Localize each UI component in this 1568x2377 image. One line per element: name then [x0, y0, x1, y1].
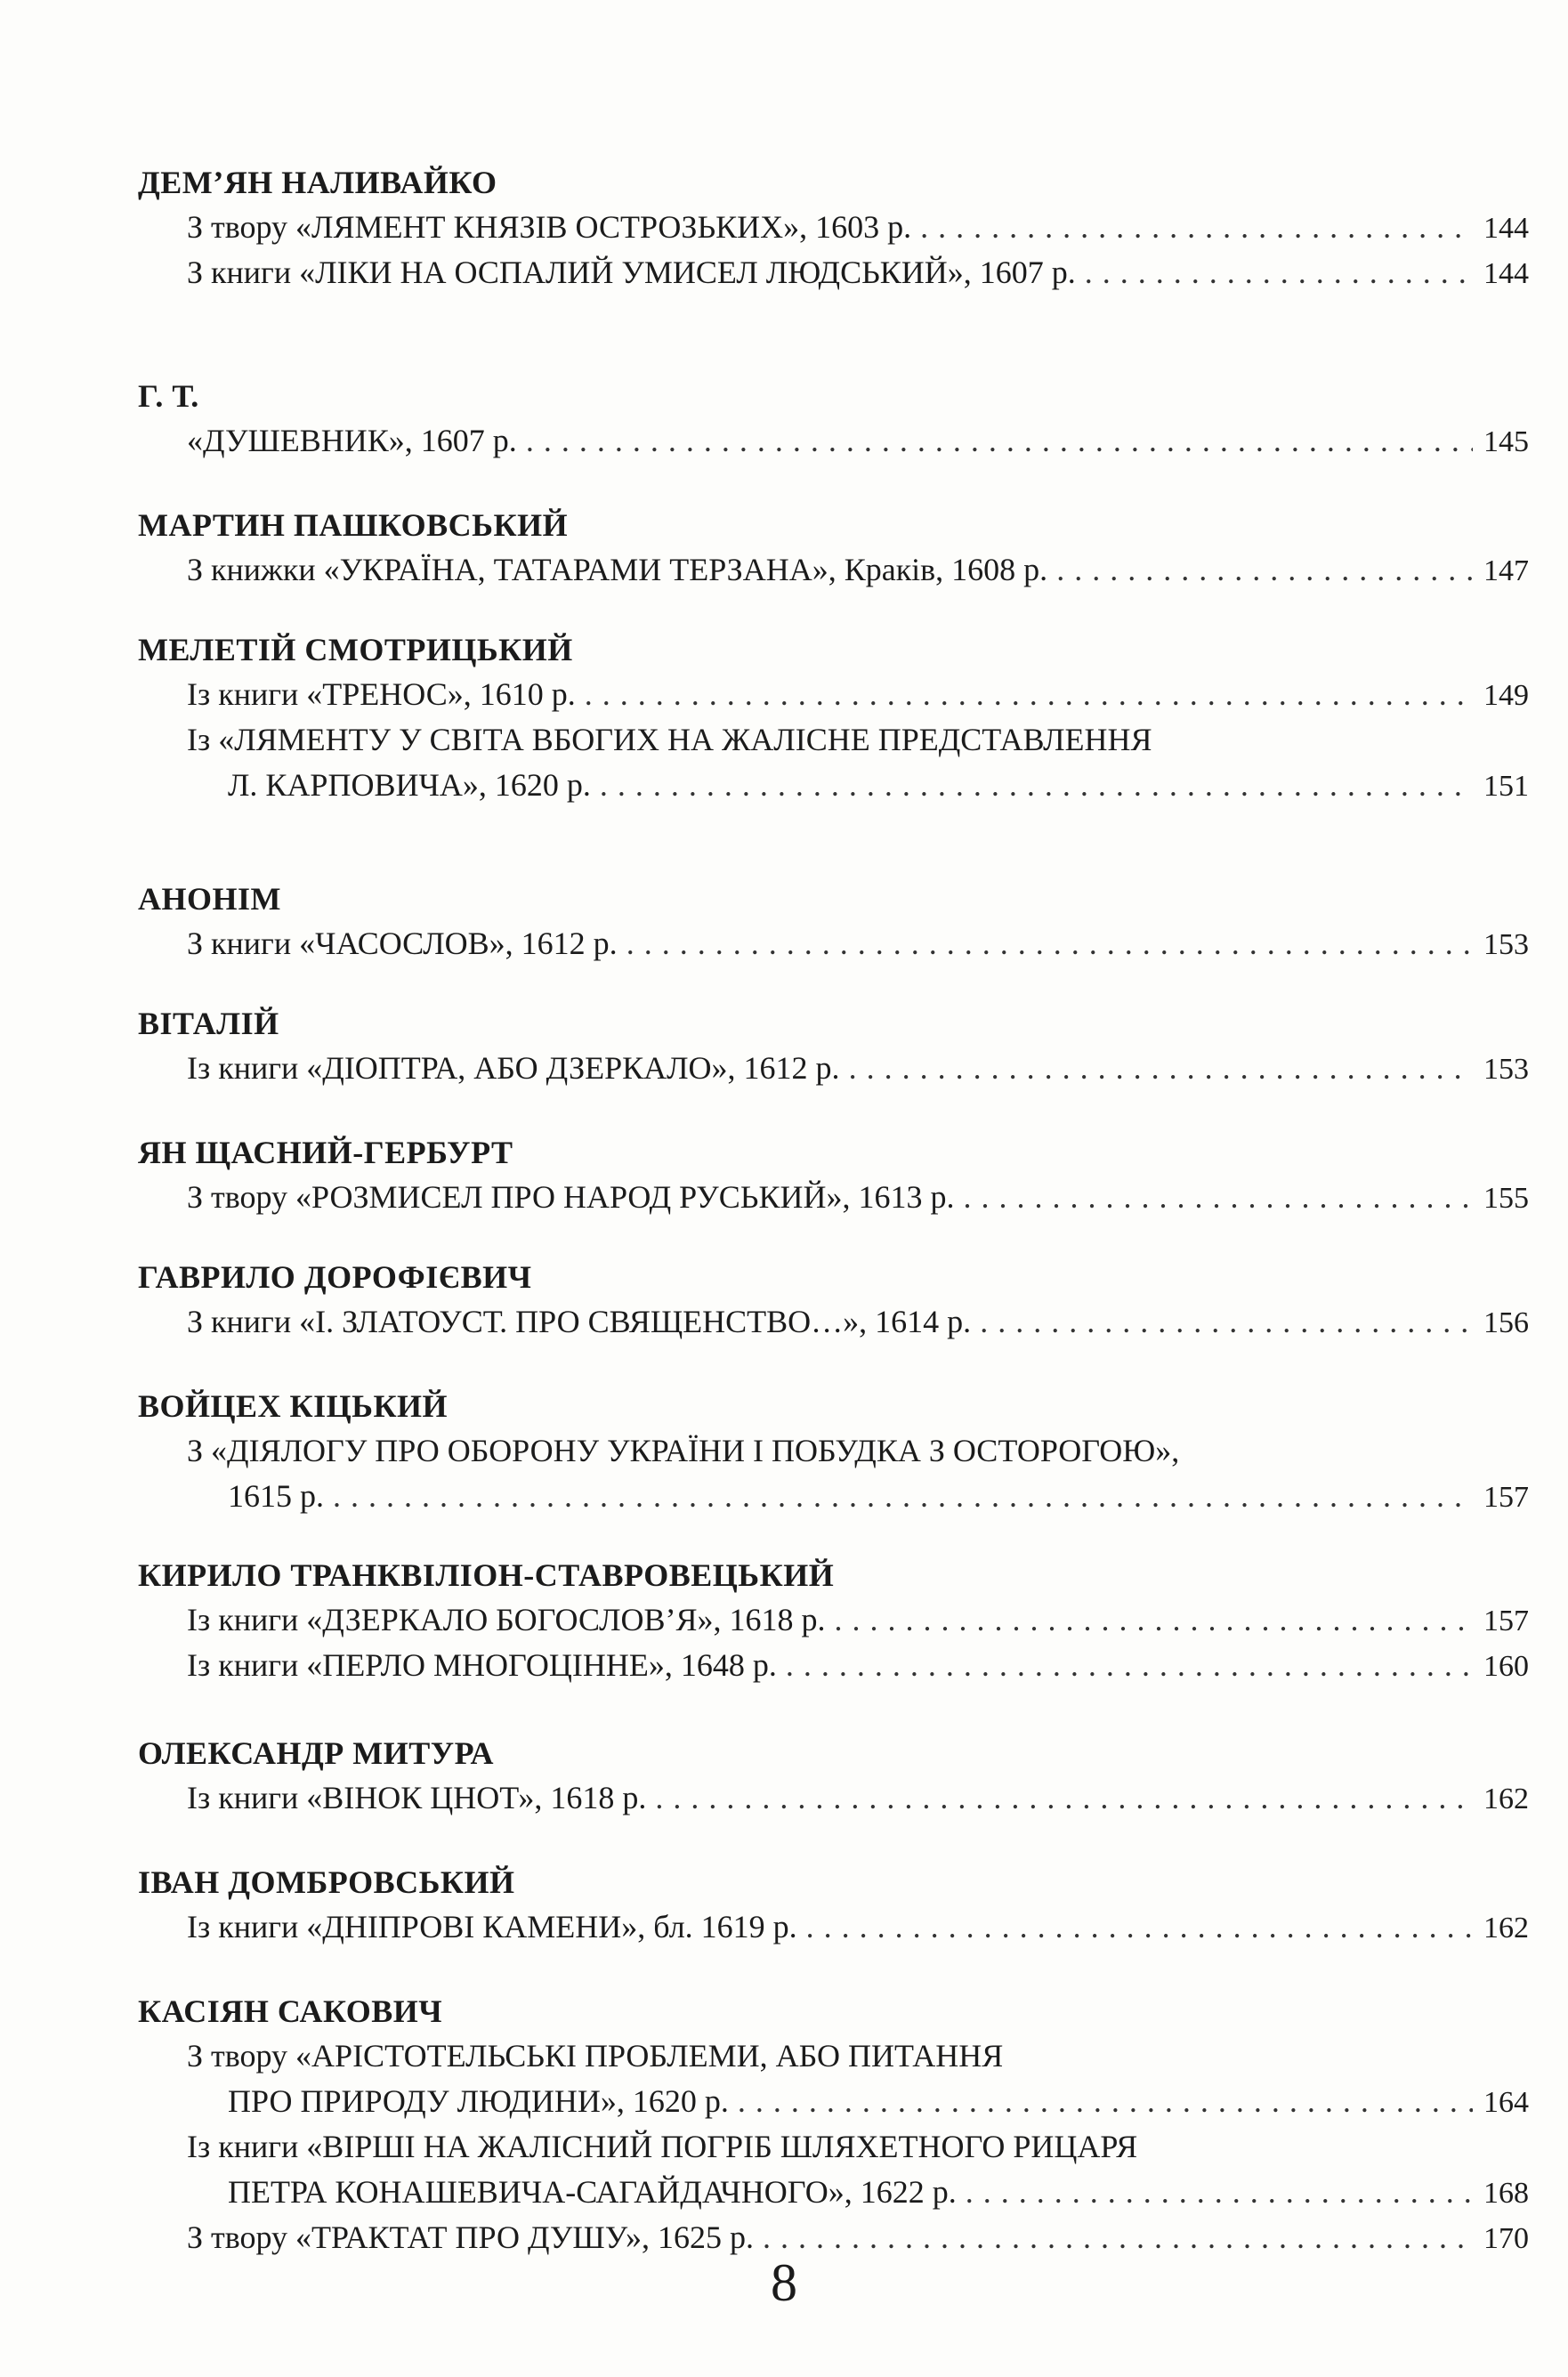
dot-leader	[835, 1597, 1473, 1643]
dot-leader	[920, 205, 1473, 250]
toc-entry	[187, 717, 1529, 808]
entry-line	[187, 1904, 1529, 1950]
entry-line	[187, 2124, 1529, 2170]
toc-entry	[187, 2033, 1529, 2124]
toc-section	[138, 160, 1531, 295]
toc-section	[138, 1731, 1531, 1821]
author-heading: ДЕМ’ЯН НАЛИВАЙКО	[138, 165, 497, 200]
entry-line	[187, 1643, 1529, 1688]
author-heading: ВОЙЦЕХ КІЦЬКИЙ	[138, 1388, 449, 1424]
entry-title: ПЕТРА КОНАШЕВИЧА-САГАЙДАЧНОГО», 1622 р.	[228, 2174, 957, 2210]
author-heading: АНОНІМ	[138, 881, 281, 917]
entry-title: Із книги «ПЕРЛО МНОГОЦІННЕ», 1648 р.	[187, 1647, 777, 1683]
entry-page: 144	[1483, 257, 1529, 290]
entry-line	[187, 1428, 1529, 1474]
dot-leader	[1056, 547, 1473, 593]
toc-section	[138, 503, 1531, 593]
entry-page: 149	[1483, 679, 1529, 712]
dot-leader	[806, 1904, 1473, 1950]
entry-page: 147	[1483, 554, 1529, 587]
entry-line	[187, 1046, 1529, 1091]
entry-line	[187, 2079, 1529, 2124]
toc-entry	[187, 205, 1529, 250]
toc-section	[138, 1384, 1531, 1519]
toc-entry	[187, 547, 1529, 593]
entry-line	[187, 2033, 1529, 2079]
entry-title: Із книги «ТРЕНОС», 1610 р.	[187, 676, 576, 712]
toc-section	[138, 1989, 1531, 2260]
toc-entry	[187, 1904, 1529, 1950]
entry-title: «ДУШЕВНИК», 1607 р.	[187, 423, 517, 458]
dot-leader	[585, 672, 1473, 717]
entry-page: 162	[1483, 1912, 1529, 1944]
entry-title: З «ДІЯЛОГУ ПРО ОБОРОНУ УКРАЇНИ І ПОБУДКА З ОСТОРОГОЮ»,	[187, 1433, 1180, 1468]
author-heading: МАРТИН ПАШКОВСЬКИЙ	[138, 507, 569, 543]
dot-leader	[786, 1643, 1473, 1688]
entry-title: З книжки «УКРАЇНА, ТАТАРАМИ ТЕРЗАНА», Краків, 1608 р.	[187, 552, 1048, 587]
entry-page: 157	[1483, 1481, 1529, 1514]
toc-entry	[187, 1597, 1529, 1643]
entry-line	[187, 2170, 1529, 2215]
entry-title: З твору «ТРАКТАТ ПРО ДУШУ», 1625 р.	[187, 2219, 754, 2255]
toc-entry	[187, 1299, 1529, 1345]
entry-line	[187, 717, 1529, 763]
entry-page: 153	[1483, 928, 1529, 961]
entry-page: 145	[1483, 425, 1529, 458]
dot-leader	[526, 418, 1473, 464]
dot-leader	[966, 2170, 1473, 2215]
entry-line	[187, 763, 1529, 808]
toc-entry	[187, 1643, 1529, 1688]
entry-page: 160	[1483, 1650, 1529, 1683]
toc-entry	[187, 250, 1529, 295]
toc-entry	[187, 921, 1529, 966]
entry-title: Із «ЛЯМЕНТУ У СВІТА ВБОГИХ НА ЖАЛІСНЕ ПРЕДСТАВЛЕННЯ	[187, 722, 1152, 757]
toc-entry	[187, 1175, 1529, 1220]
entry-page: 151	[1483, 770, 1529, 803]
entry-line	[187, 250, 1529, 295]
dot-leader	[849, 1046, 1473, 1091]
entry-line	[187, 672, 1529, 717]
entry-line	[187, 1175, 1529, 1220]
author-heading: ГАВРИЛО ДОРОФІЄВИЧ	[138, 1259, 532, 1295]
entry-title: Із книги «ДЗЕРКАЛО БОГОСЛОВ’Я», 1618 р.	[187, 1602, 826, 1637]
entry-page: 168	[1483, 2177, 1529, 2210]
entry-line	[187, 921, 1529, 966]
entry-page: 153	[1483, 1053, 1529, 1086]
page-number: 8	[771, 2253, 797, 2312]
entry-page: 157	[1483, 1605, 1529, 1637]
entry-page: 164	[1483, 2086, 1529, 2119]
author-heading: КАСІЯН САКОВИЧ	[138, 1993, 443, 2029]
entry-title: З твору «РОЗМИСЕЛ ПРО НАРОД РУСЬКИЙ», 1613 р.	[187, 1179, 955, 1215]
entry-title: З книги «ЛІКИ НА ОСПАЛИЙ УМИСЕЛ ЛЮДСЬКИЙ», 1607 р.	[187, 255, 1076, 290]
toc-section	[138, 374, 1531, 464]
entry-title: З книги «ЧАСОСЛОВ», 1612 р.	[187, 926, 618, 961]
dot-leader	[980, 1299, 1473, 1345]
entry-page: 144	[1483, 212, 1529, 245]
toc-section	[138, 1553, 1531, 1688]
entry-line	[187, 1299, 1529, 1345]
dot-leader	[738, 2079, 1473, 2124]
toc-section	[138, 1860, 1531, 1950]
entry-line	[187, 1597, 1529, 1643]
entry-title: ПРО ПРИРОДУ ЛЮДИНИ», 1620 р.	[228, 2083, 729, 2119]
entry-line	[187, 547, 1529, 593]
toc-entry	[187, 1775, 1529, 1821]
entry-line	[187, 418, 1529, 464]
entry-title: 1615 р.	[228, 1478, 324, 1514]
dot-leader	[600, 763, 1473, 808]
entry-page: 170	[1483, 2222, 1529, 2255]
entry-title: З твору «АРІСТОТЕЛЬСЬКІ ПРОБЛЕМИ, АБО ПИТАННЯ	[187, 2038, 1004, 2074]
author-heading: ІВАН ДОМБРОВСЬКИЙ	[138, 1864, 515, 1900]
dot-leader	[1085, 250, 1473, 295]
toc-entry	[187, 1046, 1529, 1091]
entry-page: 155	[1483, 1182, 1529, 1215]
entry-title: З твору «ЛЯМЕНТ КНЯЗІВ ОСТРОЗЬКИХ», 1603 р.	[187, 209, 912, 245]
entry-line	[187, 1474, 1529, 1519]
entry-line	[187, 205, 1529, 250]
dot-leader	[626, 921, 1473, 966]
toc-entry	[187, 418, 1529, 464]
entry-title: Із книги «ДНІПРОВІ КАМЕНИ», бл. 1619 р.	[187, 1909, 797, 1944]
entry-title: З книги «І. ЗЛАТОУСТ. ПРО СВЯЩЕНСТВО…», 1614 р.	[187, 1304, 972, 1339]
entry-title: Із книги «ВІНОК ЦНОТ», 1618 р.	[187, 1780, 647, 1815]
author-heading: МЕЛЕТІЙ СМОТРИЦЬКИЙ	[138, 632, 573, 667]
dot-leader	[655, 1775, 1473, 1821]
toc-entry	[187, 672, 1529, 717]
entry-title: Із книги «ВІРШІ НА ЖАЛІСНИЙ ПОГРІБ ШЛЯХЕТНОГО РИЦАРЯ	[187, 2129, 1138, 2164]
toc-entry	[187, 1428, 1529, 1519]
toc-section	[138, 877, 1531, 966]
entry-title: Л. КАРПОВИЧА», 1620 р.	[228, 767, 591, 803]
entry-page: 162	[1483, 1783, 1529, 1815]
author-heading: Г. Т.	[138, 378, 199, 414]
toc-section	[138, 1255, 1531, 1345]
dot-leader	[963, 1175, 1473, 1220]
author-heading: ОЛЕКСАНДР МИТУРА	[138, 1735, 495, 1771]
entry-line	[187, 1775, 1529, 1821]
author-heading: ВІТАЛІЙ	[138, 1006, 279, 1041]
toc-section	[138, 1001, 1531, 1091]
entry-page: 156	[1483, 1306, 1529, 1339]
entry-title: Із книги «ДІОПТРА, АБО ДЗЕРКАЛО», 1612 р.	[187, 1050, 840, 1086]
dot-leader	[333, 1474, 1473, 1519]
author-heading: КИРИЛО ТРАНКВІЛІОН-СТАВРОВЕЦЬКИЙ	[138, 1557, 835, 1593]
toc-entry	[187, 2124, 1529, 2215]
toc-section	[138, 1130, 1531, 1220]
toc-section	[138, 627, 1531, 808]
author-heading: ЯН ЩАСНИЙ-ГЕРБУРТ	[138, 1135, 513, 1170]
